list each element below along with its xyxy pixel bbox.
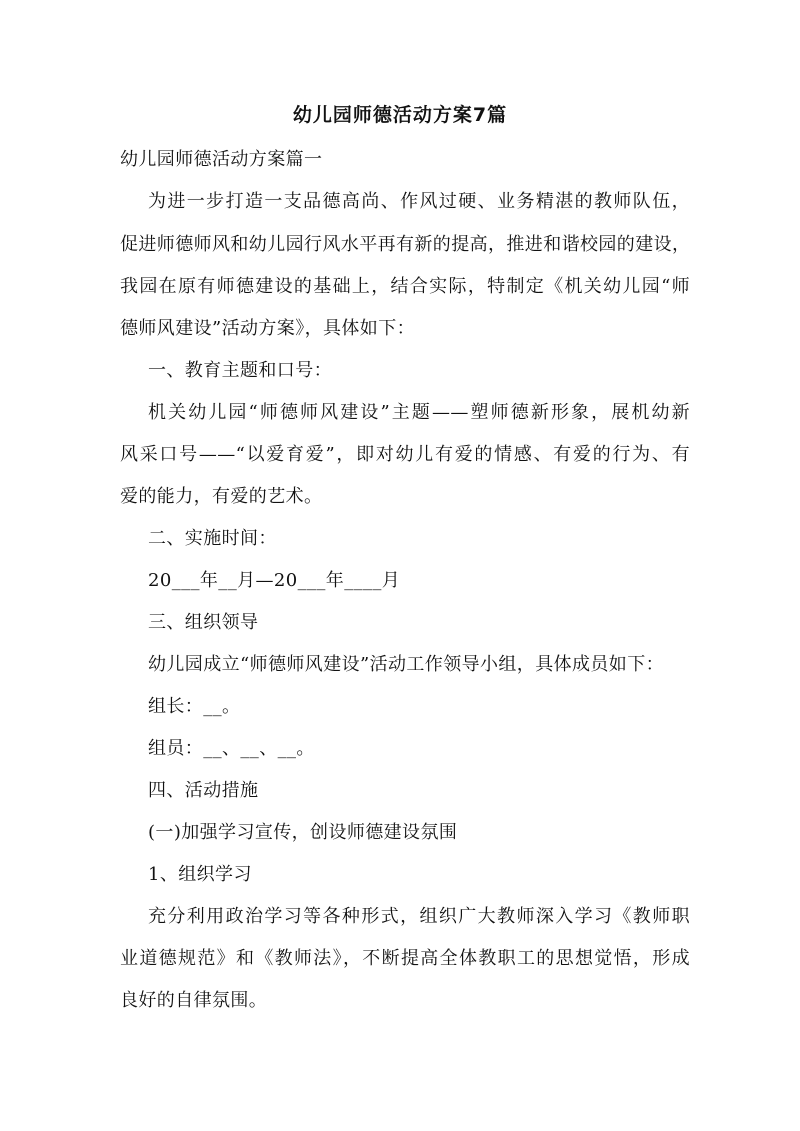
study-line-3: 良好的自律氛围。 [120, 990, 268, 1011]
theme-line-2: 风采口号——“以爱育爱”，即对幼儿有爱的情感、有爱的行为、有 [120, 444, 690, 465]
leader-line: 组长：__。 [148, 696, 241, 717]
members-line: 组员：__、__、__。 [148, 738, 315, 759]
theme-line-3: 爱的能力，有爱的艺术。 [120, 486, 323, 507]
intro-line-3: 我园在原有师德建设的基础上，结合实际，特制定《机关幼儿园“师 [120, 276, 690, 297]
theme-line-1: 机关幼儿园“师德师风建设”主题——塑师德新形象，展机幼新 [148, 402, 690, 423]
document-title: 幼儿园师德活动方案7篇 [292, 104, 508, 126]
intro-line-4: 德师风建设”活动方案》，具体如下： [120, 318, 416, 339]
organization-text: 幼儿园成立“师德师风建设”活动工作领导小组，具体成员如下： [148, 654, 665, 675]
time-line: 20___年__月—20___年____月 [148, 570, 401, 591]
sub-heading: (一)加强学习宣传，创设师德建设氛围 [148, 822, 458, 843]
section-heading: 幼儿园师德活动方案篇一 [120, 149, 323, 170]
study-line-1: 充分利用政治学习等各种形式，组织广大教师深入学习《教师职 [148, 906, 690, 927]
item-study-heading: 1、组织学习 [148, 864, 252, 885]
heading-measures: 四、活动措施 [148, 780, 259, 801]
heading-theme: 一、教育主题和口号： [148, 360, 332, 381]
intro-line-1: 为进一步打造一支品德高尚、作风过硬、业务精湛的教师队伍， [148, 191, 690, 212]
intro-line-2: 促进师德师风和幼儿园行风水平再有新的提高，推进和谐校园的建设， [120, 234, 691, 255]
heading-organization: 三、组织领导 [148, 612, 259, 633]
heading-time: 二、实施时间： [148, 528, 277, 549]
study-line-2: 业道德规范》和《教师法》，不断提高全体教职工的思想觉悟，形成 [120, 948, 690, 969]
